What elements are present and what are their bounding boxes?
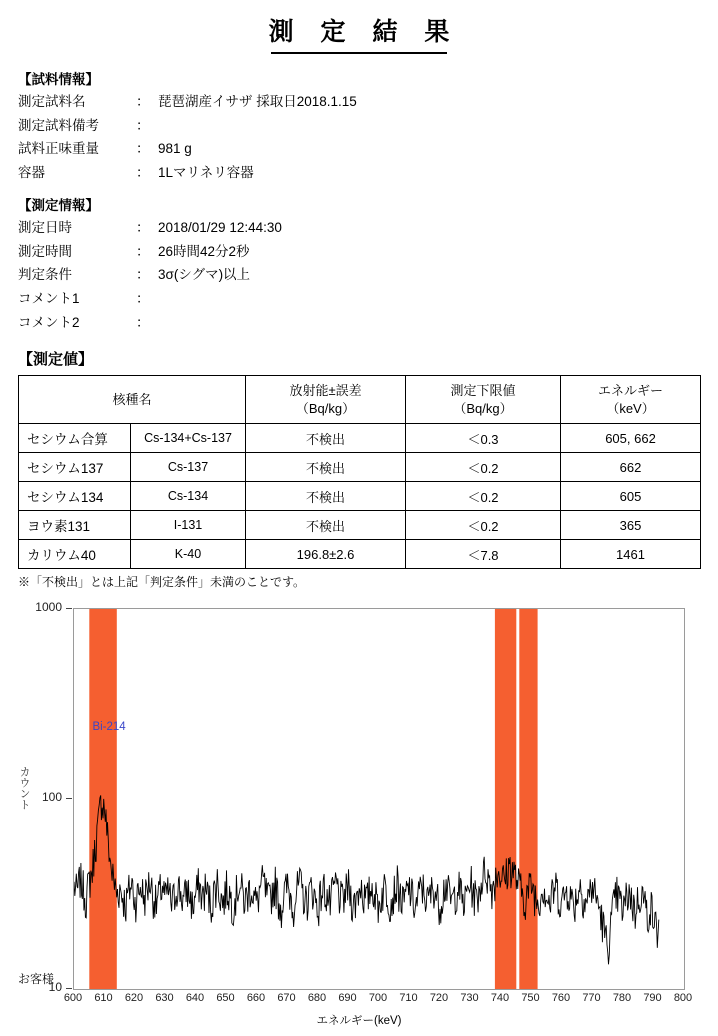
column-header-line2: （keV） [606, 400, 655, 416]
info-label: 測定試料名 [18, 94, 86, 109]
chart-x-tick-label: 690 [338, 992, 357, 1005]
spectrum-chart [18, 596, 700, 1036]
cell-nuclide-symbol: I-131 [131, 511, 246, 540]
table-row [18, 161, 357, 185]
measure-info-heading: 【測定情報】 [18, 198, 99, 214]
table-row [18, 137, 357, 161]
chart-x-tick-label: 660 [246, 992, 266, 1005]
info-label: 測定試料備考 [18, 117, 99, 133]
table-row [18, 240, 282, 264]
chart-x-tick-label: 760 [551, 992, 571, 1005]
cell-activity: 不検出 [246, 424, 406, 453]
chart-x-tick-label: 800 [673, 992, 693, 1005]
cell-nuclide-name: セシウム134 [19, 482, 131, 511]
chart-plot-area [73, 608, 685, 990]
table-row [18, 311, 282, 335]
cell-nuclide-name: セシウム137 [19, 453, 131, 482]
chart-x-tick-label: 770 [582, 992, 601, 1005]
footer-text: お客様 [18, 972, 55, 986]
info-value: 2018/01/29 12:44:30 [158, 220, 282, 236]
column-header-nuclide [19, 376, 246, 424]
table-row [19, 453, 701, 482]
results-heading: 【測定値】 [18, 351, 94, 369]
cell-energy: 605, 662 [561, 424, 701, 453]
info-colon: ： [136, 290, 150, 306]
cell-energy: 605 [561, 482, 701, 511]
chart-x-tick-label: 680 [307, 992, 327, 1005]
cell-activity: 不検出 [246, 482, 406, 511]
column-header-line1: 放射能±誤差 [289, 383, 362, 399]
spectrum-svg [74, 609, 684, 989]
info-label: コメント2 [18, 314, 80, 330]
results-note: ※「不検出」とは上記「判定条件」未満のことです。 [18, 575, 306, 590]
chart-y-tick-label: 1000 [35, 600, 62, 615]
sample-info-heading: 【試料情報】 [18, 72, 99, 87]
chart-x-tick-label: 750 [521, 992, 540, 1005]
column-header-detection-limit [406, 376, 561, 424]
info-colon: ： [136, 267, 150, 283]
chart-x-tick-label: 700 [368, 992, 388, 1005]
cell-detection-limit: ＜0.3 [406, 424, 561, 453]
info-label: 容器 [18, 164, 45, 180]
info-colon: ： [136, 164, 150, 180]
chart-x-tick-label: 720 [429, 992, 449, 1005]
column-header-line2: （Bq/kg） [295, 400, 356, 416]
chart-x-tick-label: 620 [124, 992, 144, 1005]
column-header-line1: 核種名 [112, 391, 152, 407]
chart-x-tick-label: 790 [643, 992, 662, 1005]
table-header-row [19, 376, 701, 424]
cell-nuclide-symbol: Cs-134 [131, 482, 246, 511]
cell-energy: 1461 [561, 540, 701, 569]
info-value: 3σ(シグマ)以上 [158, 267, 251, 283]
sample-info-table [18, 90, 357, 184]
chart-y-tick-mark [66, 988, 72, 989]
chart-x-tick-label: 740 [490, 992, 510, 1005]
info-colon: ： [136, 220, 150, 236]
chart-x-tick-label: 780 [612, 992, 632, 1005]
table-row [18, 90, 357, 114]
info-label: 試料正味重量 [18, 141, 99, 157]
chart-x-tick-label: 630 [155, 992, 174, 1005]
chart-x-tick-label: 650 [216, 992, 235, 1005]
info-value: 981 g [158, 141, 192, 157]
chart-y-tick-mark [66, 798, 72, 799]
table-row [18, 216, 282, 240]
chart-x-tick-label: 710 [399, 992, 418, 1005]
column-header-activity [246, 376, 406, 424]
column-header-line1: 測定下限値 [450, 383, 516, 399]
cell-nuclide-name: ヨウ素131 [19, 511, 131, 540]
info-value [158, 311, 282, 335]
cell-nuclide-name: カリウム40 [19, 540, 131, 569]
chart-y-tick-label: 100 [41, 790, 62, 805]
cell-nuclide-symbol: Cs-137 [131, 453, 246, 482]
info-value [158, 114, 357, 138]
info-colon: ： [136, 141, 150, 157]
title-underline [271, 52, 447, 54]
info-value: 琵琶湖産イサザ 採取日2018.1.15 [158, 94, 357, 109]
info-label: コメント1 [18, 290, 80, 306]
cell-detection-limit: ＜0.2 [406, 482, 561, 511]
table-row [18, 287, 282, 311]
chart-x-tick-label: 640 [185, 992, 205, 1005]
table-row [19, 540, 701, 569]
chart-peak-label: Bi-214 [92, 721, 126, 734]
info-value [158, 287, 282, 311]
info-value: 26時間42分2秒 [158, 243, 250, 259]
chart-x-tick-label: 670 [277, 992, 296, 1005]
table-row [19, 482, 701, 511]
info-label: 測定時間 [18, 243, 72, 259]
info-label: 測定日時 [18, 220, 72, 236]
chart-y-tick-mark [66, 608, 72, 609]
table-row [18, 263, 282, 287]
cell-nuclide-name: セシウム合算 [19, 424, 131, 453]
cell-nuclide-symbol: Cs-134+Cs-137 [131, 424, 246, 453]
chart-x-tick-label: 730 [460, 992, 479, 1005]
page-title: 測 定 結 果 [268, 18, 460, 46]
chart-y-axis-label: カウント [18, 766, 30, 811]
info-value: 1Lマリネリ容器 [158, 164, 254, 180]
cell-activity: 不検出 [246, 453, 406, 482]
cell-activity: 196.8±2.6 [246, 540, 406, 569]
cell-nuclide-symbol: K-40 [131, 540, 246, 569]
info-colon: ： [136, 243, 150, 259]
column-header-energy [561, 376, 701, 424]
cell-detection-limit: ＜0.2 [406, 511, 561, 540]
results-table [18, 375, 701, 569]
measurement-report-page [0, 12, 718, 1028]
cell-energy: 365 [561, 511, 701, 540]
info-colon: ： [136, 117, 150, 133]
table-row [18, 114, 357, 138]
chart-x-tick-label: 610 [94, 992, 113, 1005]
table-row [19, 511, 701, 540]
chart-x-axis-label: エネルギー(keV) [316, 1015, 402, 1028]
measure-info-table [18, 216, 282, 334]
cell-activity: 不検出 [246, 511, 406, 540]
cell-detection-limit: ＜0.2 [406, 453, 561, 482]
chart-x-tick-label: 600 [63, 992, 83, 1005]
info-label: 判定条件 [18, 267, 72, 283]
info-colon: ： [136, 94, 150, 109]
cell-detection-limit: ＜7.8 [406, 540, 561, 569]
table-row [19, 424, 701, 453]
column-header-line2: （Bq/kg） [453, 400, 513, 416]
info-colon: ： [136, 314, 150, 330]
column-header-line1: エネルギー [598, 383, 664, 399]
chart-y-tick-label: 10 [48, 980, 62, 995]
cell-energy: 662 [561, 453, 701, 482]
